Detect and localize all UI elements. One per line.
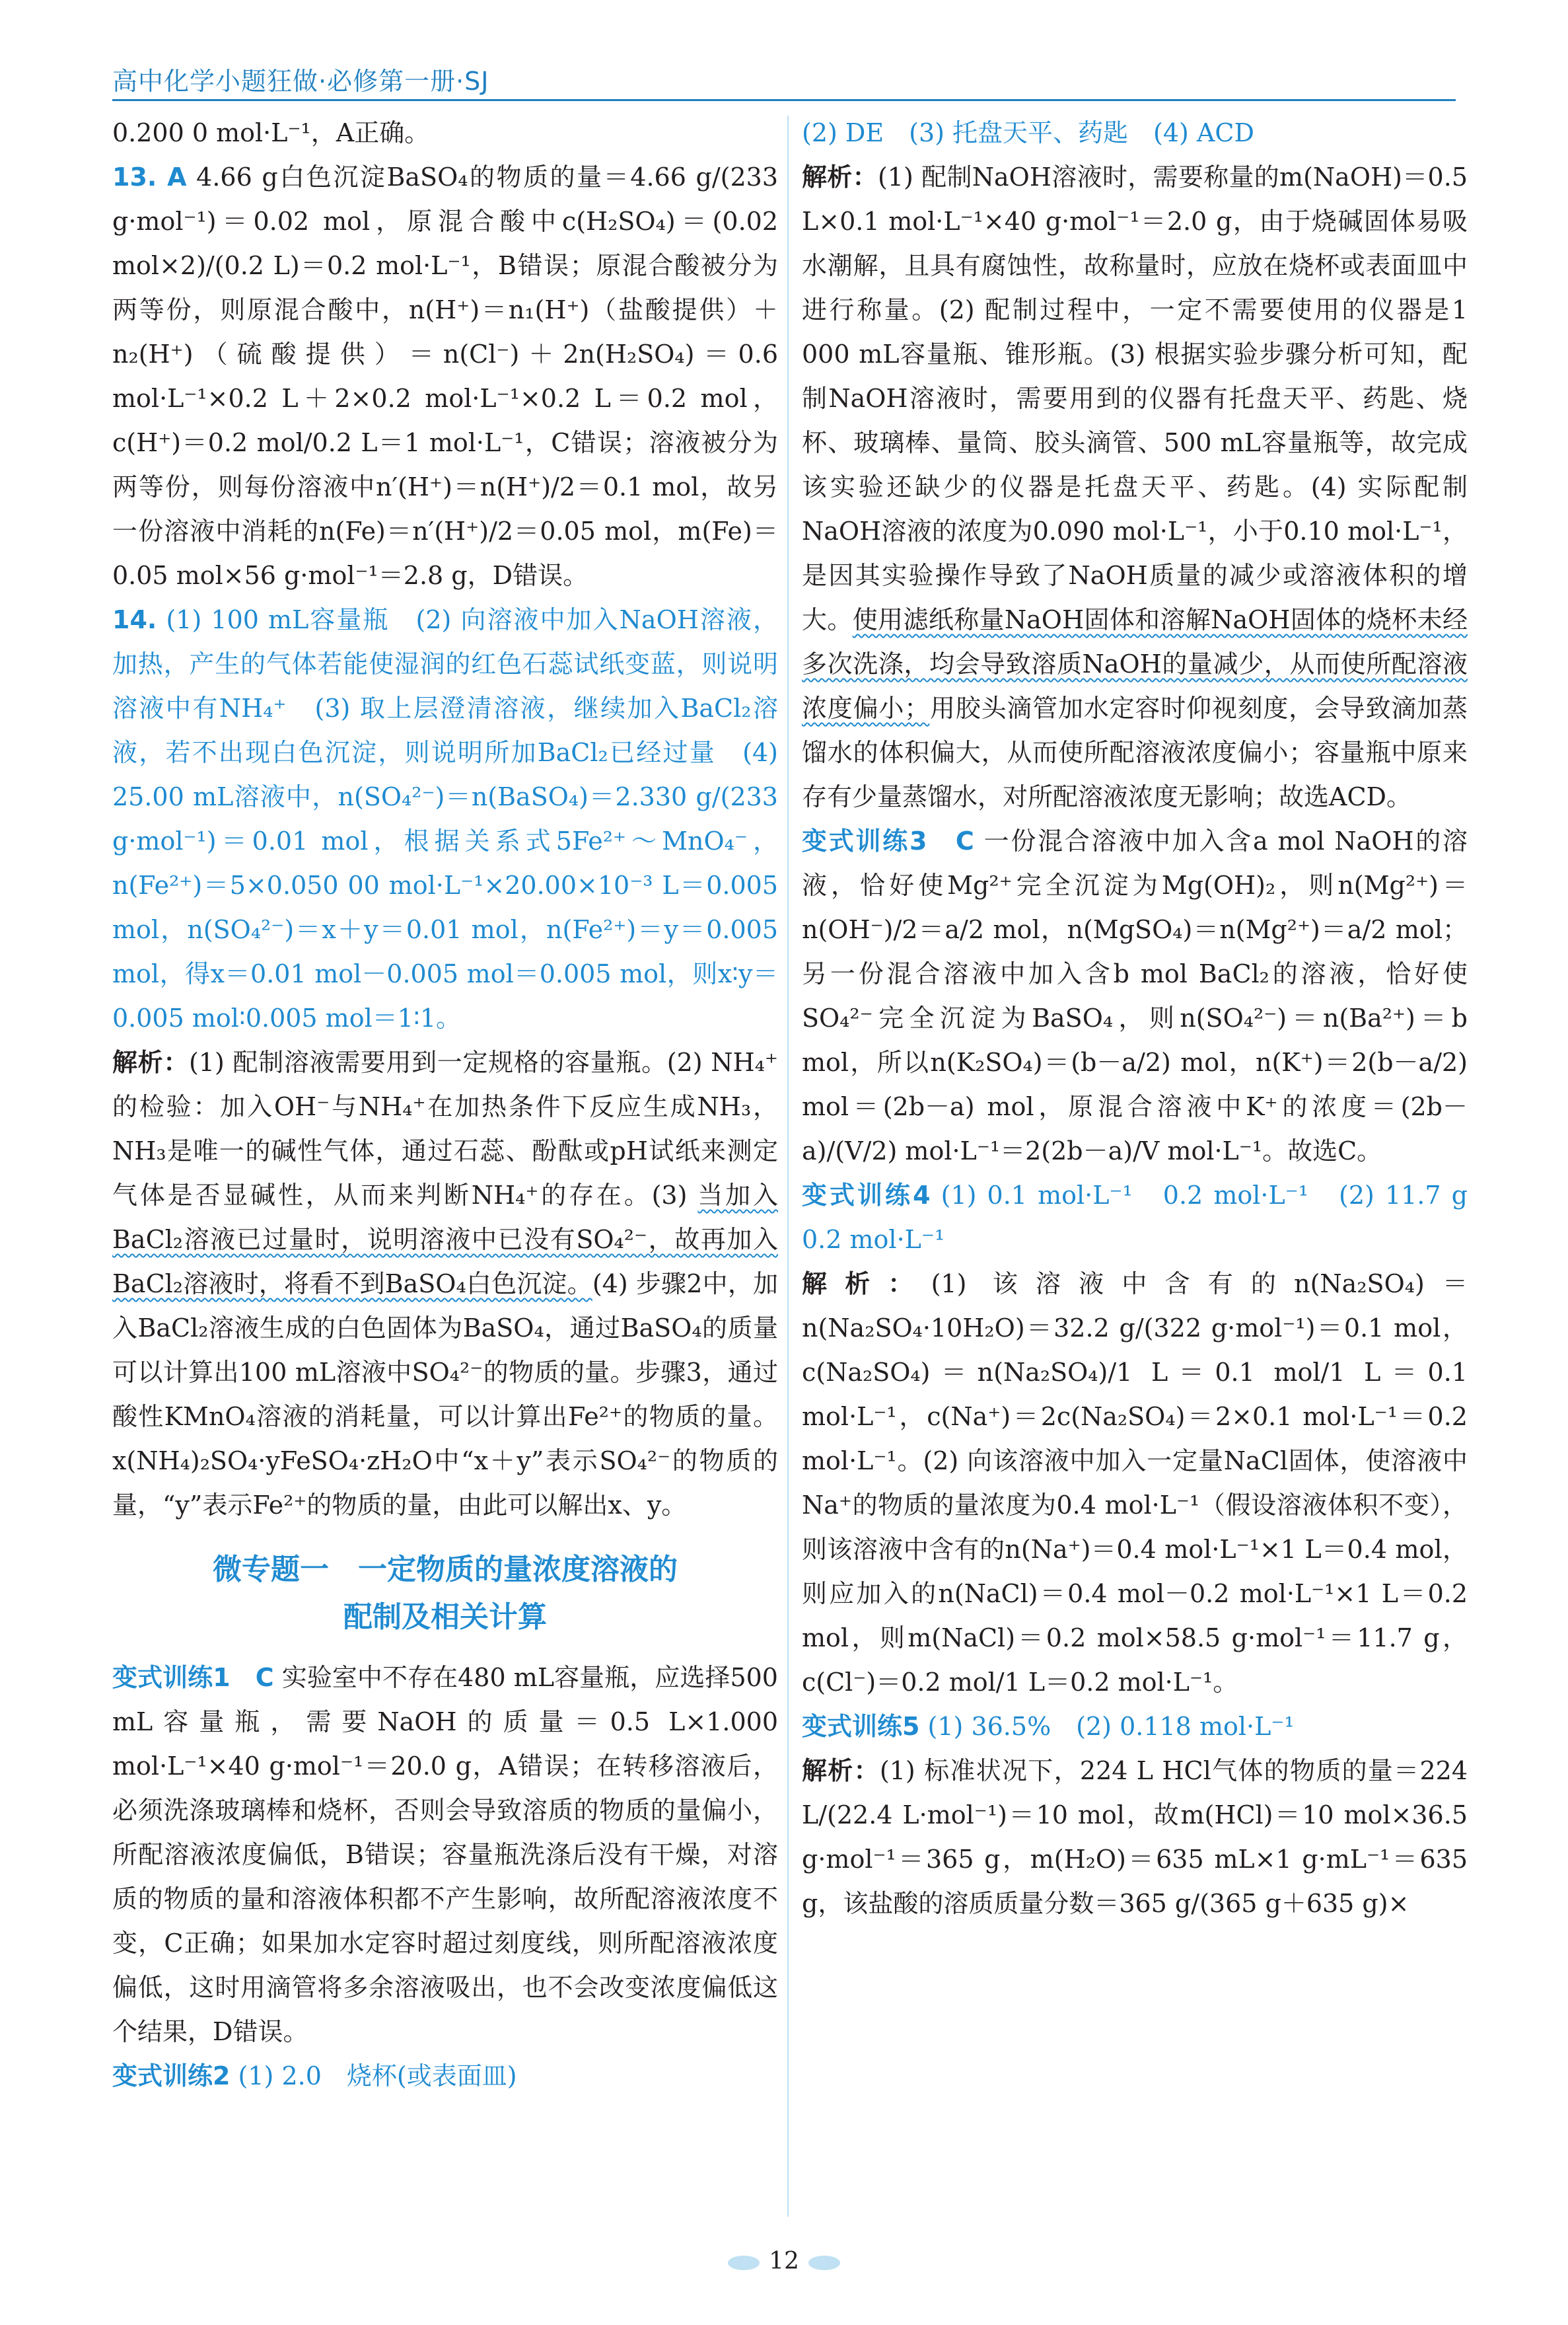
analysis-key-point: 当加入BaCl₂溶液已过量时，说明溶液中已没有SO₄²⁻，故再加入BaCl₂溶液时，将看不到BaSO₄白色沉淀。 xyxy=(112,1181,778,1298)
question-14-analysis xyxy=(112,1041,778,1528)
analysis-label: 解析： xyxy=(802,1756,880,1785)
variant-4-answer xyxy=(802,1173,1493,1262)
variant-3 xyxy=(802,819,1468,1173)
column-divider xyxy=(787,116,789,2217)
right-column xyxy=(802,111,1493,1926)
analysis-text-cont: (4) 步骤2中，加入BaCl₂溶液生成的白色固体为BaSO₄，通过BaSO₄的质量可以计算出100 mL溶液中SO₄²⁻的物质的量。步骤3，通过酸性KMnO₄溶液的消耗量，可以计算出Fe²⁺的物质的量。x(NH₄)₂SO₄·yFeSO₄·zH₂O中“x＋y”表示SO₄²⁻的物质的量，“y”表示Fe²⁺的物质的量，由此可以解出x、y。 xyxy=(112,1269,778,1520)
analysis-text-cont: 用胶头滴管加水定容时仰视刻度，会导致滴加蒸馏水的体积偏大，从而使所配溶液浓度偏小；容量瓶中原来存有少量蒸馏水，对所配溶液浓度无影响；故选ACD。 xyxy=(802,694,1468,811)
variant-2-start xyxy=(112,2054,778,2098)
variant-2-answer-part2: (2) DE (3) 托盘天平、药匙 (4) ACD xyxy=(802,118,1254,147)
analysis-text: (1) 配制NaOH溶液时，需要称量的m(NaOH)＝0.5 L×0.1 mol·L⁻¹×40 g·mol⁻¹＝2.0 g，由于烧碱固体易吸水潮解，且具有腐蚀性，故称量时，应放在烧杯或表面皿中进行称量。(2) 配制过程中，一定不需要使用的仪器是1 000 mL容量瓶、锥形瓶。(3) 根据实验步骤分析可知，配制NaOH溶液时，需要用到的仪器有托盘天平、药匙、烧杯、玻璃棒、量筒、胶头滴管、500 mL容量瓶等，故完成该实验还缺少的仪器是托盘天平、药匙。(4) 实际配制NaOH溶液的浓度为0.090 mol·L⁻¹，小于0.10 mol·L⁻¹，是因其实验操作导致了NaOH质量的减少或溶液体积的增大。 xyxy=(802,163,1468,634)
question-14-answer-text: (1) 100 mL容量瓶 (2) 向溶液中加入NaOH溶液，加热，产生的气体若能使湿润的红色石蕊试纸变蓝，则说明溶液中有NH₄⁺ (3) 取上层澄清溶液，继续加入BaCl₂溶液，若不出现白色沉淀，则说明所加BaCl₂已经过量 (4) 25.00 mL溶液中，n(SO₄²⁻)＝n(BaSO₄)＝2.330 g/(233 g·mol⁻¹)＝0.01 mol，根据关系式5Fe²⁺～MnO₄⁻，n(Fe²⁺)＝5×0.050 00 mol·L⁻¹×20.00×10⁻³ L＝0.005 mol，n(SO₄²⁻)＝x＋y＝0.01 mol，n(Fe²⁺)＝y＝0.005 mol，得x＝0.01 mol－0.005 mol＝0.005 mol，则x∶y＝0.005 mol∶0.005 mol＝1∶1。 xyxy=(112,605,778,1033)
left-column xyxy=(112,111,778,2098)
question-13 xyxy=(112,155,778,598)
analysis-label: 解析： xyxy=(802,1269,931,1298)
analysis-key-point: 使用滤纸称量NaOH固体和溶解NaOH固体的烧杯未经多次洗涤，均会导致溶质NaOH的量减少，从而使所配溶液浓度偏小； xyxy=(802,605,1468,723)
variant-2-answer-part1: (1) 2.0 烧杯(或表面皿) xyxy=(238,2061,517,2090)
variant-5-answer-text: (1) 36.5% (2) 0.118 mol·L⁻¹ xyxy=(927,1712,1295,1741)
header-rule xyxy=(112,99,1456,101)
variant-4-label: 变式训练4 xyxy=(802,1181,931,1210)
continuation-text: 0.200 0 mol·L⁻¹，A正确。 xyxy=(112,118,430,147)
variant-1-label: 变式训练1 C xyxy=(112,1663,274,1692)
variant-3-label: 变式训练3 C xyxy=(802,827,974,856)
page-number: 12 xyxy=(769,2248,799,2275)
variant-5-answer xyxy=(802,1705,1468,1749)
analysis-text: (1) 该溶液中含有的n(Na₂SO₄)＝n(Na₂SO₄·10H₂O)＝32.2 g/(322 g·mol⁻¹)＝0.1 mol，c(Na₂SO₄)＝n(Na₂SO₄)/1 L＝0.1 mol/1 L＝0.1 mol·L⁻¹，c(Na⁺)＝2c(Na₂SO₄)＝2×0.1 mol·L⁻¹＝0.2 mol·L⁻¹。(2) 向该溶液中加入一定量NaCl固体，使溶液中Na⁺的物质的量浓度为0.4 mol·L⁻¹（假设溶液体积不变），则该溶液中含有的n(Na⁺)＝0.4 mol·L⁻¹×1 L＝0.4 mol，则应加入的n(NaCl)＝0.4 mol－0.2 mol·L⁻¹×1 L＝0.2 mol，则m(NaCl)＝0.2 mol×58.5 g·mol⁻¹＝11.7 g，c(Cl⁻)＝0.2 mol/1 L＝0.2 mol·L⁻¹。 xyxy=(802,1269,1468,1697)
running-header: 高中化学小题狂做·必修第一册·SJ xyxy=(112,67,489,96)
footer-ornament-right-icon xyxy=(808,2256,840,2270)
footer-ornament-left-icon xyxy=(728,2256,760,2270)
variant-4-analysis xyxy=(802,1262,1468,1705)
question-14-label: 14. xyxy=(112,605,157,634)
question-13-solution: 4.66 g白色沉淀BaSO₄的物质的量＝4.66 g/(233 g·mol⁻¹)＝0.02 mol，原混合酸中c(H₂SO₄)＝(0.02 mol×2)/(0.2 L)＝0.2 mol·L⁻¹，B错误；原混合酸被分为两等份，则原混合酸中，n(H⁺)＝n₁(H⁺)（盐酸提供）＋n₂(H⁺)（硫酸提供）＝n(Cl⁻)＋2n(H₂SO₄)＝0.6 mol·L⁻¹×0.2 L＋2×0.2 mol·L⁻¹×0.2 L＝0.2 mol，c(H⁺)＝0.2 mol/0.2 L＝1 mol·L⁻¹，C错误；溶液被分为两等份，则每份溶液中n′(H⁺)＝n(H⁺)/2＝0.1 mol，故另一份溶液中消耗的n(Fe)＝n′(H⁺)/2＝0.05 mol，m(Fe)＝0.05 mol×56 g·mol⁻¹＝2.8 g，D错误。 xyxy=(112,163,778,590)
analysis-label: 解析： xyxy=(112,1048,189,1077)
question-14-answer xyxy=(112,598,778,1041)
variant-3-solution: 一份混合溶液中加入含a mol NaOH的溶液，恰好使Mg²⁺完全沉淀为Mg(OH)₂，则n(Mg²⁺)＝n(OH⁻)/2＝a/2 mol，n(MgSO₄)＝n(Mg²⁺)＝a/2 mol；另一份混合溶液中加入含b mol BaCl₂的溶液，恰好使SO₄²⁻完全沉淀为BaSO₄，则n(SO₄²⁻)＝n(Ba²⁺)＝b mol，所以n(K₂SO₄)＝(b－a/2) mol，n(K⁺)＝2(b－a/2) mol＝(2b－a) mol，原混合溶液中K⁺的浓度＝(2b－a)/(V/2) mol·L⁻¹＝2(2b－a)/V mol·L⁻¹。故选C。 xyxy=(802,827,1468,1165)
section-title-line-1: 微专题一 一定物质的量浓度溶液的 xyxy=(213,1553,678,1586)
page-footer xyxy=(0,2248,1568,2275)
analysis-text: (1) 配制溶液需要用到一定规格的容量瓶。(2) NH₄⁺的检验：加入OH⁻与NH₄⁺在加热条件下反应生成NH₃，NH₃是唯一的碱性气体，通过石蕊、酚酞或pH试纸来测定气体是否显碱性，从而来判断NH₄⁺的存在。(3) xyxy=(112,1048,778,1210)
variant-1-solution: 实验室中不存在480 mL容量瓶，应选择500 mL容量瓶，需要NaOH的质量＝0.5 L×1.000 mol·L⁻¹×40 g·mol⁻¹＝20.0 g，A错误；在转移溶液后，必须洗涤玻璃棒和烧杯，否则会导致溶质的物质的量偏小，所配溶液浓度偏低，B错误；容量瓶洗涤后没有干燥，对溶质的物质的量和溶液体积都不产生影响，故所配溶液浓度不变，C正确；如果加水定容时超过刻度线，则所配溶液浓度偏低，这时用滴管将多余溶液吸出，也不会改变浓度偏低这个结果，D错误。 xyxy=(112,1663,778,2046)
variant-5-analysis xyxy=(802,1749,1468,1926)
question-13-label: 13. A xyxy=(112,163,187,192)
variant-2-label: 变式训练2 xyxy=(112,2061,231,2090)
section-title xyxy=(112,1546,778,1641)
variant-1 xyxy=(112,1656,778,2054)
analysis-text: (1) 标准状况下，224 L HCl气体的物质的量＝224 L/(22.4 L·mol⁻¹)＝10 mol，故m(HCl)＝10 mol×36.5 g·mol⁻¹＝365 g，m(H₂O)＝635 mL×1 g·mL⁻¹＝635 g，该盐酸的溶质质量分数＝365 g/(365 g＋635 g)× xyxy=(802,1756,1468,1918)
section-title-line-2: 配制及相关计算 xyxy=(343,1600,547,1634)
variant-2-analysis xyxy=(802,155,1468,819)
variant-4-answer-text: (1) 0.1 mol·L⁻¹ 0.2 mol·L⁻¹ (2) 11.7 g 0.2 mol·L⁻¹ xyxy=(802,1181,1493,1254)
analysis-label: 解析： xyxy=(802,163,878,192)
variant-5-label: 变式训练5 xyxy=(802,1712,920,1741)
